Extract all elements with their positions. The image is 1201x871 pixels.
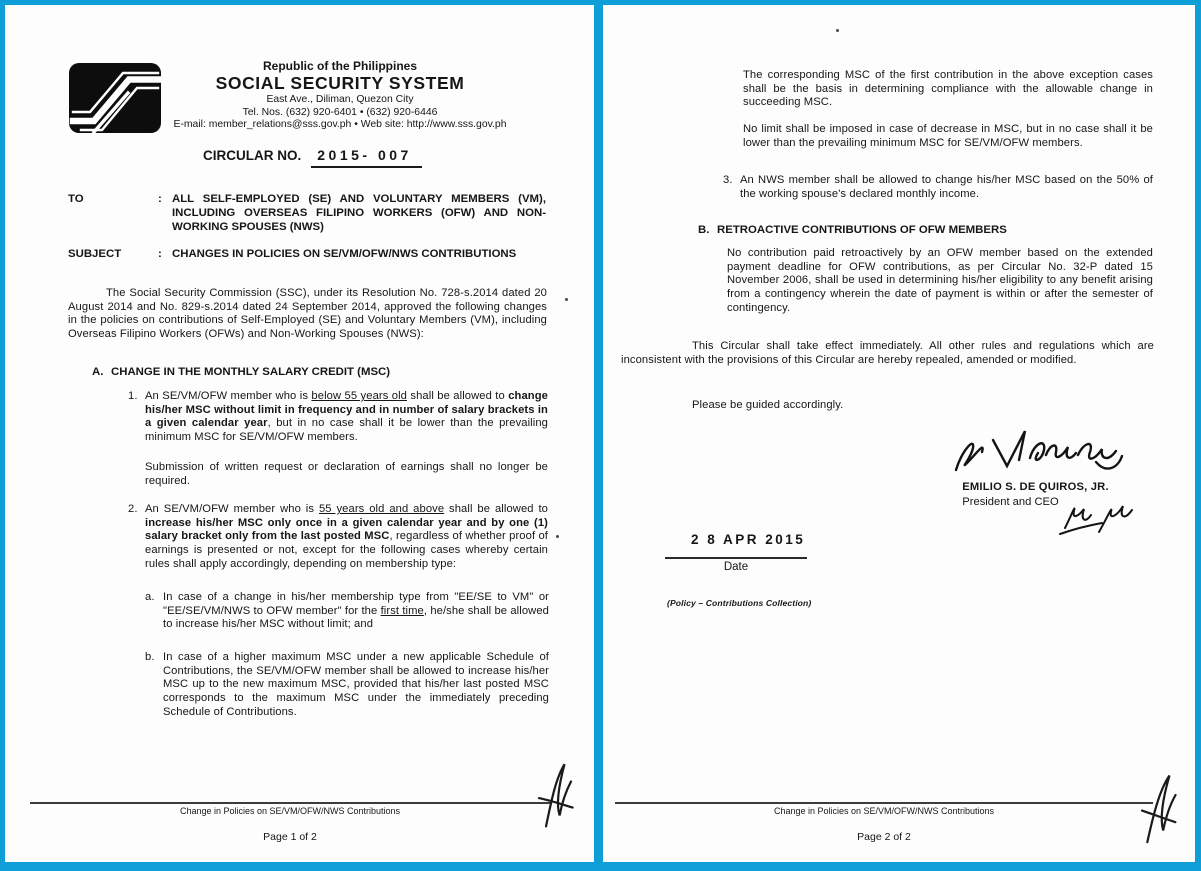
item1-underlined: below 55 years old <box>311 390 408 402</box>
page2-paragraph-1: The corresponding MSC of the first contribution in the above exception cases shall be the basis in determining compliance with the allowable change in succeeding MSC. <box>743 69 1153 109</box>
page-divider <box>594 0 603 871</box>
closing-note: Please be guided accordingly. <box>692 399 844 411</box>
list-item-2 <box>128 503 548 572</box>
date-stamp: 2 8 APR 2015 <box>691 532 806 547</box>
list-item-3-text: An NWS member shall be allowed to change his/her MSC based on the 50% of the working spouse's declared monthly income. <box>740 174 1153 200</box>
footer-initials-page2-icon <box>1135 771 1180 849</box>
item2-post: , regardless of whether proof of earnings is presented or not, except for the following cases whereby certain rules shall apply accordingly, depending on membership type: <box>145 530 548 570</box>
page2-paragraph-2: No limit shall be imposed in case of decrease in MSC, but in no case shall it be lower than the prevailing minimum MSC for SE/VM/OFW members. <box>743 123 1153 149</box>
signatory-name: EMILIO S. DE QUIROS, JR. <box>962 481 1109 493</box>
footer-initials-page1-icon <box>532 761 577 833</box>
item2a-underlined: first time <box>380 604 424 617</box>
section-a-number: A. <box>92 366 104 378</box>
policy-note: (Policy – Contributions Collection) <box>667 598 812 608</box>
page-number: Page 1 of 2 <box>263 831 317 843</box>
signatory-title: President and CEO <box>962 496 1059 508</box>
section-a-heading <box>92 365 390 379</box>
item2-mid: shall be allowed to <box>444 503 549 515</box>
list-item-2-text <box>145 503 548 572</box>
circular-number-row <box>203 147 422 168</box>
list-item-2b <box>145 651 549 720</box>
circular-number-value: 2015- 007 <box>311 147 422 168</box>
footer-caption: Change in Policies on SE/VM/OFW/NWS Contributions <box>179 806 401 816</box>
scan-noise-dot <box>565 298 568 301</box>
scan-noise-dot <box>836 29 839 32</box>
item-1-note: Submission of written request or declaration of earnings shall no longer be required. <box>145 461 548 487</box>
section-b-heading <box>698 223 1007 237</box>
letterhead-telephones: Tel. Nos. (632) 920-6401 • (632) 920-6446 <box>242 106 438 118</box>
item1-mid: shall be allowed to <box>407 390 509 402</box>
to-colon: : <box>158 193 162 205</box>
footer-rule <box>615 802 1153 804</box>
list-item-2b-letter: b. <box>145 651 155 663</box>
list-item-3 <box>723 174 1153 201</box>
letterhead-contact: E-mail: member_relations@sss.gov.ph • Web site: http://www.sss.gov.ph <box>173 119 507 131</box>
subject-colon: : <box>158 248 162 260</box>
list-item-2-number: 2. <box>128 503 138 515</box>
page-1 <box>5 5 594 862</box>
list-item-2a-text <box>163 591 549 632</box>
circular-number-label: CIRCULAR NO. <box>203 148 302 163</box>
letterhead <box>125 59 555 132</box>
footer-rule <box>30 802 550 804</box>
subject-row <box>68 248 546 262</box>
list-item-2a-letter: a. <box>145 591 155 603</box>
subject-value: CHANGES IN POLICIES ON SE/VM/OFW/NWS CONTRIBUTIONS <box>172 248 517 260</box>
date-line <box>665 557 807 559</box>
item2a-post: , he/she shall be allowed to increase his/her MSC without limit; and <box>163 604 549 631</box>
letterhead-republic: Republic of the Philippines <box>262 59 417 73</box>
scan-noise-dot <box>556 535 559 538</box>
item2-underlined: 55 years old and above <box>318 503 445 515</box>
date-label: Date <box>723 561 749 573</box>
closing-paragraph: This Circular shall take effect immediately. All other rules and regulations which are inconsistent with the provisions of this Circular are hereby repealed, amended or modified. <box>621 340 1154 366</box>
section-b-number: B. <box>698 224 710 236</box>
intro-paragraph: The Social Security Commission (SSC), under its Resolution No. 728-s.2014 dated 20 August 2014 and No. 829-s.2014 dated 24 September 2014, approved the following changes in the policies on contributions of Self-Employed (SE) and Voluntary Members (VM), including Overseas Filipino Workers (OFWs) and Non-Working Spouses (NWS): <box>68 287 547 341</box>
to-label: TO <box>68 193 84 205</box>
subject-label: SUBJECT <box>68 248 122 260</box>
list-item-2b-text: In case of a higher maximum MSC under a new applicable Schedule of Contributions, the SE/VM/OFW member shall be allowed to increase his/her MSC up to the new maximum MSC, provided that his/her last posted MSC corresponds to the maximum MSC under the immediately preceding Schedule of Contributions. <box>163 651 549 718</box>
section-b-paragraph: No contribution paid retroactively by an OFW member based on the extended payment deadline for OFW contributions, as per Circular No. 32-P dated 15 November 2006, shall be used in determining his/her eligibility to any benefit arising from a contingency wherein the date of payment is within or after the semester of contingency. <box>727 247 1153 314</box>
list-item-3-number: 3. <box>723 174 733 186</box>
list-item-1-number: 1. <box>128 390 138 402</box>
list-item-2a <box>145 591 549 632</box>
item1-bold: change his/her MSC without limit in frequency and in number of salary brackets in a given calendar year <box>145 390 548 430</box>
to-value: ALL SELF-EMPLOYED (SE) AND VOLUNTARY MEMBERS (VM), INCLUDING OVERSEAS FILIPINO WORKERS (OFW) AND NON-WORKING SPOUSES (NWS) <box>172 193 546 233</box>
section-a-title: CHANGE IN THE MONTHLY SALARY CREDIT (MSC) <box>111 366 391 378</box>
letterhead-org-name: SOCIAL SECURITY SYSTEM <box>215 73 465 93</box>
letterhead-address: East Ave., Diliman, Quezon City <box>266 94 414 105</box>
footer-caption: Change in Policies on SE/VM/OFW/NWS Contributions <box>773 806 995 816</box>
to-row <box>68 193 546 235</box>
item1-post: , but in no case shall it be lower than the prevailing minimum MSC for SE/VM/OFW members. <box>145 417 548 444</box>
section-b-title: RETROACTIVE CONTRIBUTIONS OF OFW MEMBERS <box>717 224 1007 236</box>
item2-bold: increase his/her MSC only once in a given calendar year and by one (1) salary bracket only from the last posted MSC <box>145 516 548 543</box>
item2-pre: An SE/VM/OFW member who is <box>145 503 319 515</box>
list-item-1 <box>128 390 548 445</box>
item1-pre: An SE/VM/OFW member who is <box>145 390 312 402</box>
page-number: Page 2 of 2 <box>857 831 911 843</box>
item2a-pre: In case of a change in his/her membership type from "EE/SE to VM" or "EE/SE/VM/NWS to OFW member" for the <box>163 591 549 617</box>
page-2 <box>603 5 1195 862</box>
countersign-initials-icon <box>1055 486 1141 538</box>
list-item-1-text <box>145 390 548 445</box>
ceo-signature-icon <box>948 424 1126 482</box>
